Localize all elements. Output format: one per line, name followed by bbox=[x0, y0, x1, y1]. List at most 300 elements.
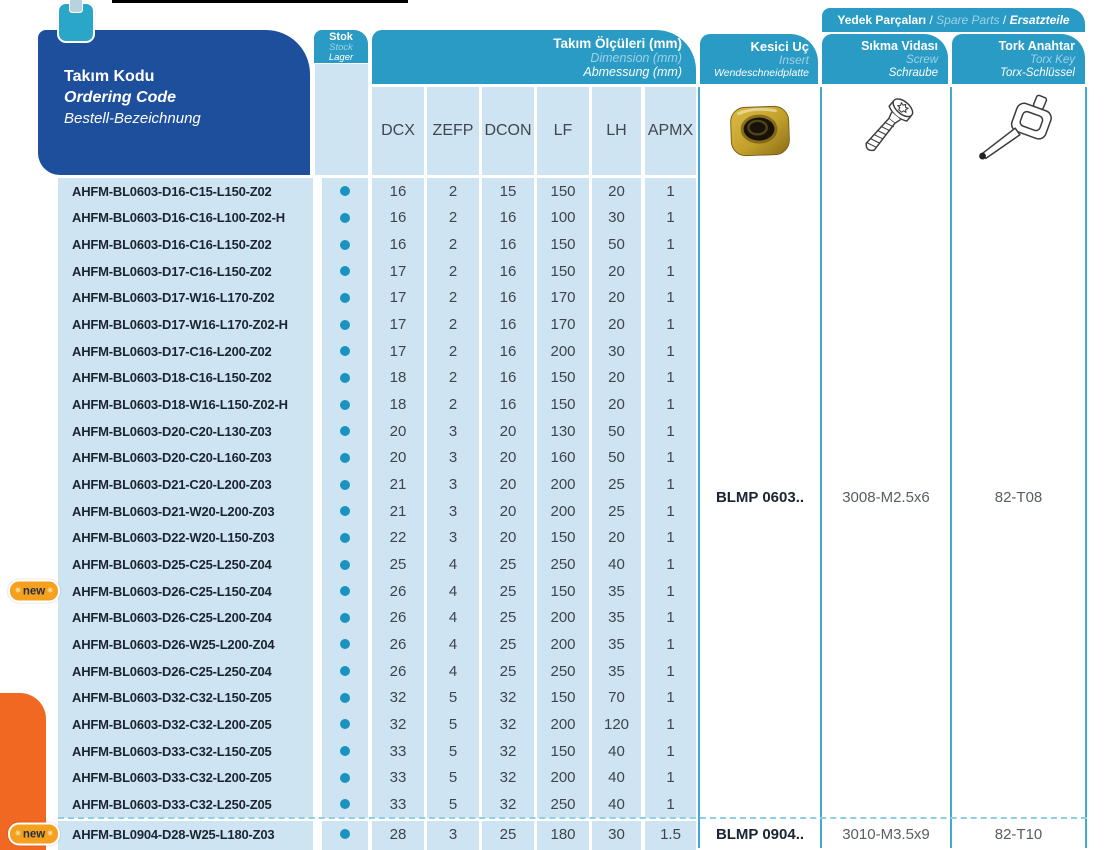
lh-cell: 30 bbox=[592, 338, 641, 365]
stock-label-tr: Stok bbox=[329, 31, 353, 43]
lf-cell: 200 bbox=[537, 764, 589, 791]
dimension-column-header-dcon: DCON bbox=[482, 87, 534, 175]
dcon-cell: 16 bbox=[482, 258, 534, 285]
stock-cell bbox=[322, 525, 368, 552]
lf-cell: 100 bbox=[537, 205, 589, 232]
apmx-cell: 1 bbox=[645, 498, 696, 525]
dimensions-label-en: Dimension (mm) bbox=[590, 51, 682, 65]
lf-cell: 180 bbox=[537, 821, 589, 848]
lf-cell: 150 bbox=[537, 684, 589, 711]
ordering-code-cell: AHFM-BL0603-D16-C16-L100-Z02-H bbox=[58, 205, 313, 232]
insert-header bbox=[700, 34, 818, 84]
dcon-cell: 16 bbox=[482, 205, 534, 232]
dimensions-label-tr: Takım Ölçüleri (mm) bbox=[553, 36, 682, 51]
apmx-cell: 1 bbox=[645, 285, 696, 312]
ordering-code-cell: AHFM-BL0603-D26-C25-L200-Z04 bbox=[58, 605, 313, 632]
lf-cell: 200 bbox=[537, 471, 589, 498]
table-row bbox=[58, 631, 696, 658]
dcx-cell: 33 bbox=[372, 764, 424, 791]
dcx-cell: 18 bbox=[372, 391, 424, 418]
stock-subheader-cell bbox=[315, 64, 368, 175]
ordering-code-cell: AHFM-BL0603-D26-W25-L200-Z04 bbox=[58, 631, 313, 658]
table-row bbox=[58, 525, 696, 552]
dcx-cell: 16 bbox=[372, 178, 424, 205]
dcx-cell: 20 bbox=[372, 418, 424, 445]
apmx-cell: 1 bbox=[645, 658, 696, 685]
stock-dot-icon bbox=[340, 426, 350, 436]
dcx-cell: 16 bbox=[372, 205, 424, 232]
stock-dot-icon bbox=[340, 400, 350, 410]
dcon-cell: 32 bbox=[482, 791, 534, 818]
stock-cell bbox=[322, 285, 368, 312]
dcx-cell: 33 bbox=[372, 791, 424, 818]
lh-cell: 50 bbox=[592, 418, 641, 445]
zefp-cell: 4 bbox=[427, 578, 479, 605]
stock-cell bbox=[322, 764, 368, 791]
lh-cell: 20 bbox=[592, 311, 641, 338]
dcx-cell: 17 bbox=[372, 311, 424, 338]
lh-cell: 20 bbox=[592, 365, 641, 392]
ordering-code-cell: AHFM-BL0603-D17-C16-L200-Z02 bbox=[58, 338, 313, 365]
stock-dot-icon bbox=[340, 639, 350, 649]
zefp-cell: 3 bbox=[427, 445, 479, 472]
table-row bbox=[58, 418, 696, 445]
table-row bbox=[58, 391, 696, 418]
stock-cell bbox=[322, 178, 368, 205]
apmx-cell: 1 bbox=[645, 791, 696, 818]
stock-cell bbox=[322, 445, 368, 472]
dimension-column-header-lf: LF bbox=[537, 87, 589, 175]
lh-cell: 30 bbox=[592, 205, 641, 232]
lh-cell: 20 bbox=[592, 525, 641, 552]
dcx-cell: 21 bbox=[372, 471, 424, 498]
zefp-cell: 3 bbox=[427, 498, 479, 525]
insert-label-tr: Kesici Uç bbox=[750, 39, 809, 54]
ordering-code-cell: AHFM-BL0603-D21-C20-L200-Z03 bbox=[58, 471, 313, 498]
dcon-cell: 20 bbox=[482, 525, 534, 552]
spare-parts-label-de: Ersatzteile bbox=[1009, 13, 1070, 27]
lf-cell: 170 bbox=[537, 285, 589, 312]
dcon-cell: 25 bbox=[482, 658, 534, 685]
stock-dot-icon bbox=[340, 480, 350, 490]
torx-code-cell-group1: 82-T08 bbox=[954, 178, 1083, 817]
apmx-cell: 1 bbox=[645, 764, 696, 791]
screw-code-cell-group2: 3010-M3.5x9 bbox=[824, 820, 948, 848]
dcx-cell: 17 bbox=[372, 338, 424, 365]
dcon-cell: 25 bbox=[482, 605, 534, 632]
table-row bbox=[58, 258, 696, 285]
stock-cell bbox=[322, 658, 368, 685]
lh-cell: 35 bbox=[592, 578, 641, 605]
lh-cell: 35 bbox=[592, 658, 641, 685]
lf-cell: 200 bbox=[537, 338, 589, 365]
lh-cell: 120 bbox=[592, 711, 641, 738]
apmx-cell: 1 bbox=[645, 365, 696, 392]
lh-cell: 20 bbox=[592, 285, 641, 312]
torx-key-header bbox=[952, 34, 1085, 84]
dcon-cell: 25 bbox=[482, 821, 534, 848]
apmx-cell: 1 bbox=[645, 445, 696, 472]
table-row bbox=[58, 338, 696, 365]
lh-cell: 20 bbox=[592, 258, 641, 285]
ordering-code-title-en: Ordering Code bbox=[64, 89, 177, 106]
lh-cell: 30 bbox=[592, 821, 641, 848]
badge-star-icon: ✳ bbox=[15, 830, 21, 838]
table-row bbox=[58, 365, 696, 392]
ordering-code-cell: AHFM-BL0603-D17-C16-L150-Z02 bbox=[58, 258, 313, 285]
lf-cell: 150 bbox=[537, 231, 589, 258]
lf-cell: 170 bbox=[537, 311, 589, 338]
stock-cell bbox=[322, 684, 368, 711]
ordering-code-cell: AHFM-BL0603-D20-C20-L130-Z03 bbox=[58, 418, 313, 445]
dcx-cell: 26 bbox=[372, 605, 424, 632]
stock-cell bbox=[322, 338, 368, 365]
dimension-column-header-apmx: APMX bbox=[645, 87, 696, 175]
bookmark-icon bbox=[57, 2, 95, 43]
lh-cell: 35 bbox=[592, 605, 641, 632]
zefp-cell: 2 bbox=[427, 391, 479, 418]
dcon-cell: 16 bbox=[482, 338, 534, 365]
apmx-cell: 1 bbox=[645, 391, 696, 418]
dcx-cell: 17 bbox=[372, 285, 424, 312]
stock-cell bbox=[322, 205, 368, 232]
dcon-cell: 16 bbox=[482, 231, 534, 258]
lh-cell: 70 bbox=[592, 684, 641, 711]
table-row bbox=[58, 445, 696, 472]
ordering-code-header bbox=[38, 30, 310, 175]
torx-label-de: Torx-Schlüssel bbox=[1000, 67, 1075, 79]
stock-dot-icon bbox=[340, 693, 350, 703]
stock-cell bbox=[322, 311, 368, 338]
insert-label-de: Wendeschneidplatte bbox=[714, 67, 809, 79]
zefp-cell: 5 bbox=[427, 711, 479, 738]
apmx-cell: 1 bbox=[645, 311, 696, 338]
apmx-cell: 1 bbox=[645, 578, 696, 605]
table-row bbox=[58, 684, 696, 711]
apmx-cell: 1 bbox=[645, 551, 696, 578]
dcon-cell: 32 bbox=[482, 711, 534, 738]
dimension-column-header-dcx: DCX bbox=[372, 87, 424, 175]
apmx-cell: 1 bbox=[645, 684, 696, 711]
lf-cell: 200 bbox=[537, 631, 589, 658]
separator: / bbox=[1002, 13, 1007, 27]
stock-cell bbox=[322, 631, 368, 658]
product-table-body bbox=[15, 178, 696, 850]
apmx-cell: 1 bbox=[645, 418, 696, 445]
top-rule bbox=[112, 0, 408, 3]
stock-cell bbox=[322, 471, 368, 498]
stock-label-en: Stock bbox=[329, 42, 353, 53]
stock-dot-icon bbox=[340, 666, 350, 676]
torx-key-photo-cell bbox=[952, 87, 1083, 175]
ordering-code-cell: AHFM-BL0603-D32-C32-L150-Z05 bbox=[58, 684, 313, 711]
lh-cell: 50 bbox=[592, 231, 641, 258]
zefp-cell: 4 bbox=[427, 631, 479, 658]
torx-code-cell-group2: 82-T10 bbox=[954, 820, 1083, 848]
zefp-cell: 2 bbox=[427, 178, 479, 205]
dcon-cell: 32 bbox=[482, 738, 534, 765]
lh-cell: 40 bbox=[592, 791, 641, 818]
stock-dot-icon bbox=[340, 453, 350, 463]
lf-cell: 150 bbox=[537, 391, 589, 418]
insert-code-cell-group2: BLMP 0904.. bbox=[702, 820, 818, 848]
zefp-cell: 2 bbox=[427, 338, 479, 365]
lf-cell: 250 bbox=[537, 791, 589, 818]
ordering-code-title-de: Bestell-Bezeichnung bbox=[64, 110, 201, 127]
screw-header bbox=[822, 34, 948, 84]
table-row bbox=[58, 711, 696, 738]
dcx-cell: 28 bbox=[372, 821, 424, 848]
stock-dot-icon bbox=[340, 506, 350, 516]
badge-star-icon: ✳ bbox=[47, 830, 54, 838]
lh-cell: 40 bbox=[592, 551, 641, 578]
zefp-cell: 5 bbox=[427, 738, 479, 765]
stock-dot-icon bbox=[340, 586, 350, 596]
dimensions-header bbox=[372, 30, 696, 84]
zefp-cell: 2 bbox=[427, 205, 479, 232]
stock-dot-icon bbox=[340, 799, 350, 809]
lh-cell: 50 bbox=[592, 445, 641, 472]
apmx-cell: 1 bbox=[645, 631, 696, 658]
stock-dot-icon bbox=[340, 613, 350, 623]
dimensions-label-de: Abmessung (mm) bbox=[583, 65, 682, 79]
ordering-code-cell: AHFM-BL0603-D25-C25-L250-Z04 bbox=[58, 551, 313, 578]
dcx-cell: 25 bbox=[372, 551, 424, 578]
insert-label-en: Insert bbox=[778, 53, 809, 67]
lh-cell: 25 bbox=[592, 498, 641, 525]
zefp-cell: 4 bbox=[427, 551, 479, 578]
stock-header bbox=[314, 30, 368, 63]
lh-cell: 25 bbox=[592, 471, 641, 498]
zefp-cell: 5 bbox=[427, 684, 479, 711]
lf-cell: 160 bbox=[537, 445, 589, 472]
lf-cell: 150 bbox=[537, 365, 589, 392]
ordering-code-cell: AHFM-BL0603-D17-W16-L170-Z02-H bbox=[58, 311, 313, 338]
insert-photo bbox=[727, 102, 793, 160]
ordering-code-cell: AHFM-BL0603-D33-C32-L250-Z05 bbox=[58, 791, 313, 818]
stock-cell bbox=[322, 391, 368, 418]
badge-star-icon: ✳ bbox=[47, 587, 54, 595]
apmx-cell: 1 bbox=[645, 471, 696, 498]
stock-dot-icon bbox=[340, 293, 350, 303]
ordering-code-cell: AHFM-BL0603-D16-C16-L150-Z02 bbox=[58, 231, 313, 258]
stock-cell bbox=[322, 365, 368, 392]
lf-cell: 150 bbox=[537, 525, 589, 552]
apmx-cell: 1 bbox=[645, 711, 696, 738]
table-row bbox=[58, 764, 696, 791]
dcx-cell: 26 bbox=[372, 631, 424, 658]
screw-label-de: Schraube bbox=[888, 67, 938, 79]
ordering-code-title-tr: Takım Kodu bbox=[64, 68, 155, 85]
table-row bbox=[58, 285, 696, 312]
torx-key-drawing bbox=[966, 92, 1070, 170]
dcon-cell: 16 bbox=[482, 285, 534, 312]
torx-label-tr: Tork Anahtar bbox=[998, 39, 1075, 53]
ordering-code-cell: AHFM-BL0603-D22-W20-L150-Z03 bbox=[58, 525, 313, 552]
stock-cell bbox=[322, 258, 368, 285]
stock-dot-icon bbox=[340, 320, 350, 330]
apmx-cell: 1 bbox=[645, 178, 696, 205]
lh-cell: 35 bbox=[592, 631, 641, 658]
table-row bbox=[58, 311, 696, 338]
apmx-cell: 1 bbox=[645, 338, 696, 365]
column-separator bbox=[1085, 87, 1087, 848]
column-separator bbox=[698, 87, 700, 848]
zefp-cell: 3 bbox=[427, 418, 479, 445]
dcon-cell: 25 bbox=[482, 578, 534, 605]
apmx-cell: 1 bbox=[645, 205, 696, 232]
table-row bbox=[58, 605, 696, 632]
zefp-cell: 5 bbox=[427, 764, 479, 791]
dcon-cell: 15 bbox=[482, 178, 534, 205]
table-row bbox=[58, 471, 696, 498]
spare-parts-label-tr: Yedek Parçaları bbox=[837, 13, 927, 27]
lf-cell: 250 bbox=[537, 551, 589, 578]
ordering-code-cell: AHFM-BL0603-D32-C32-L200-Z05 bbox=[58, 711, 313, 738]
ordering-code-cell: AHFM-BL0603-D21-W20-L200-Z03 bbox=[58, 498, 313, 525]
stock-dot-icon bbox=[340, 560, 350, 570]
dcx-cell: 22 bbox=[372, 525, 424, 552]
column-separator bbox=[950, 87, 952, 848]
ordering-code-cell: AHFM-BL0603-D18-W16-L150-Z02-H bbox=[58, 391, 313, 418]
dcon-cell: 20 bbox=[482, 418, 534, 445]
stock-cell bbox=[322, 578, 368, 605]
lf-cell: 150 bbox=[537, 578, 589, 605]
stock-label-de: Lager bbox=[328, 52, 354, 63]
stock-dot-icon bbox=[340, 346, 350, 356]
lf-cell: 250 bbox=[537, 658, 589, 685]
ordering-code-cell: AHFM-BL0904-D28-W25-L180-Z03 bbox=[58, 821, 313, 848]
stock-cell bbox=[322, 418, 368, 445]
dcx-cell: 18 bbox=[372, 365, 424, 392]
torx-label-en: Torx Key bbox=[1030, 54, 1075, 66]
screw-label-tr: Sıkma Vidası bbox=[861, 39, 938, 53]
group-divider-dashed-line bbox=[58, 817, 1087, 819]
zefp-cell: 2 bbox=[427, 231, 479, 258]
dcx-cell: 20 bbox=[372, 445, 424, 472]
stock-dot-icon bbox=[340, 746, 350, 756]
dcx-cell: 32 bbox=[372, 711, 424, 738]
stock-dot-icon bbox=[340, 266, 350, 276]
lf-cell: 200 bbox=[537, 498, 589, 525]
stock-cell bbox=[322, 711, 368, 738]
lh-cell: 40 bbox=[592, 764, 641, 791]
insert-photo-cell bbox=[702, 87, 818, 175]
apmx-cell: 1 bbox=[645, 605, 696, 632]
table-row bbox=[15, 821, 696, 848]
dcx-cell: 26 bbox=[372, 578, 424, 605]
zefp-cell: 4 bbox=[427, 605, 479, 632]
dcx-cell: 26 bbox=[372, 658, 424, 685]
table-row bbox=[58, 498, 696, 525]
lh-cell: 20 bbox=[592, 391, 641, 418]
screw-drawing bbox=[837, 92, 933, 170]
table-row bbox=[58, 738, 696, 765]
dcon-cell: 20 bbox=[482, 498, 534, 525]
dimension-column-header-lh: LH bbox=[592, 87, 641, 175]
ordering-code-cell: AHFM-BL0603-D17-W16-L170-Z02 bbox=[58, 285, 313, 312]
ordering-code-cell: AHFM-BL0603-D20-C20-L160-Z03 bbox=[58, 445, 313, 472]
zefp-cell: 2 bbox=[427, 365, 479, 392]
screw-code-cell-group1: 3008-M2.5x6 bbox=[824, 178, 948, 817]
separator: / bbox=[929, 13, 933, 27]
dcx-cell: 33 bbox=[372, 738, 424, 765]
dcx-cell: 32 bbox=[372, 684, 424, 711]
lh-cell: 20 bbox=[592, 178, 641, 205]
ordering-code-cell: AHFM-BL0603-D26-C25-L250-Z04 bbox=[58, 658, 313, 685]
ordering-code-cell: AHFM-BL0603-D33-C32-L200-Z05 bbox=[58, 764, 313, 791]
new-badge-label: new bbox=[22, 828, 46, 841]
zefp-cell: 3 bbox=[427, 525, 479, 552]
spare-parts-header bbox=[822, 8, 1085, 32]
new-badge bbox=[8, 823, 60, 846]
lf-cell: 150 bbox=[537, 738, 589, 765]
lf-cell: 150 bbox=[537, 178, 589, 205]
dcon-cell: 20 bbox=[482, 445, 534, 472]
table-row bbox=[58, 791, 696, 818]
bookmark-tab-icon bbox=[69, 0, 83, 13]
screw-photo-cell bbox=[822, 87, 948, 175]
apmx-cell: 1 bbox=[645, 231, 696, 258]
dcon-cell: 20 bbox=[482, 471, 534, 498]
table-row bbox=[58, 178, 696, 205]
stock-cell bbox=[322, 605, 368, 632]
apmx-cell: 1 bbox=[645, 525, 696, 552]
dcx-cell: 21 bbox=[372, 498, 424, 525]
table-row bbox=[58, 551, 696, 578]
zefp-cell: 4 bbox=[427, 658, 479, 685]
ordering-code-cell: AHFM-BL0603-D16-C15-L150-Z02 bbox=[58, 178, 313, 205]
apmx-cell: 1 bbox=[645, 738, 696, 765]
table-row bbox=[58, 658, 696, 685]
dcon-cell: 16 bbox=[482, 311, 534, 338]
dcx-cell: 16 bbox=[372, 231, 424, 258]
stock-dot-icon bbox=[340, 186, 350, 196]
dimension-column-header-zefp: ZEFP bbox=[427, 87, 479, 175]
zefp-cell: 2 bbox=[427, 285, 479, 312]
zefp-cell: 2 bbox=[427, 311, 479, 338]
new-badge-label: new bbox=[22, 585, 46, 598]
lh-cell: 40 bbox=[592, 738, 641, 765]
stock-dot-icon bbox=[340, 213, 350, 223]
apmx-cell: 1 bbox=[645, 258, 696, 285]
stock-cell bbox=[322, 821, 368, 848]
stock-dot-icon bbox=[340, 719, 350, 729]
table-row bbox=[58, 205, 696, 232]
screw-label-en: Screw bbox=[906, 54, 938, 66]
lf-cell: 150 bbox=[537, 258, 589, 285]
new-badge bbox=[8, 580, 60, 603]
stock-cell bbox=[322, 551, 368, 578]
zefp-cell: 2 bbox=[427, 258, 479, 285]
stock-cell bbox=[322, 498, 368, 525]
table-row bbox=[58, 231, 696, 258]
stock-dot-icon bbox=[340, 373, 350, 383]
badge-star-icon: ✳ bbox=[15, 587, 21, 595]
lf-cell: 200 bbox=[537, 605, 589, 632]
dcon-cell: 32 bbox=[482, 684, 534, 711]
spare-parts-label-en: Spare Parts bbox=[936, 13, 1000, 27]
column-separator bbox=[820, 87, 822, 848]
insert-code-cell-group1: BLMP 0603.. bbox=[702, 178, 818, 817]
dcon-cell: 16 bbox=[482, 365, 534, 392]
stock-dot-icon bbox=[340, 773, 350, 783]
ordering-code-cell: AHFM-BL0603-D26-C25-L150-Z04 bbox=[58, 578, 313, 605]
stock-dot-icon bbox=[340, 829, 350, 839]
dcon-cell: 32 bbox=[482, 764, 534, 791]
zefp-cell: 3 bbox=[427, 471, 479, 498]
dcx-cell: 17 bbox=[372, 258, 424, 285]
